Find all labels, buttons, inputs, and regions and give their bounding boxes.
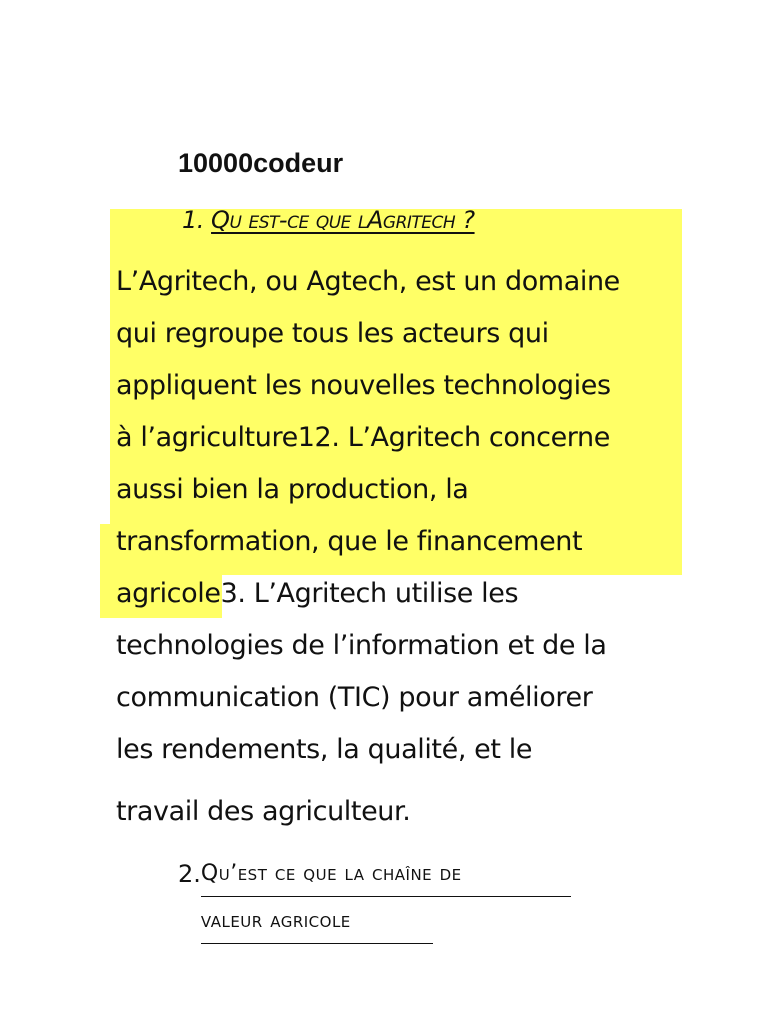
- section-1-paragraph: [116, 256, 676, 838]
- section-2-title-line-1: Qu’est ce que la chaîne de: [201, 854, 571, 897]
- paragraph-line: aussi bien la production, la: [116, 474, 469, 505]
- section-2-title: [201, 854, 571, 948]
- paragraph-line: qui regroupe tous les acteurs qui: [116, 318, 549, 349]
- paragraph-line: appliquent les nouvelles technologies: [116, 370, 611, 401]
- author-name: 10000codeur: [178, 148, 344, 178]
- section-2-heading: [178, 854, 571, 948]
- paragraph-line: agricole3. L’Agritech utilise les: [116, 578, 519, 609]
- section-1-title: Qu est-ce que lAgritech ?: [211, 206, 475, 234]
- paragraph-line: transformation, que le financement: [116, 526, 583, 557]
- paragraph-line: les rendements, la qualité, et le: [116, 734, 533, 765]
- paragraph-line: L’Agritech, ou Agtech, est un domaine: [116, 266, 620, 297]
- paragraph-line: à l’agriculture12. L’Agritech concerne: [116, 422, 610, 453]
- section-1-heading: [182, 206, 475, 234]
- section-1-number: 1.: [182, 206, 204, 234]
- paragraph-line: travail des agriculteur.: [116, 796, 411, 827]
- paragraph-line: communication (TIC) pour améliorer: [116, 682, 593, 713]
- section-2-title-line-2: valeur agricole: [201, 901, 433, 944]
- section-2-number: 2.: [178, 860, 201, 888]
- paragraph-line: technologies de l’information et de la: [116, 630, 607, 661]
